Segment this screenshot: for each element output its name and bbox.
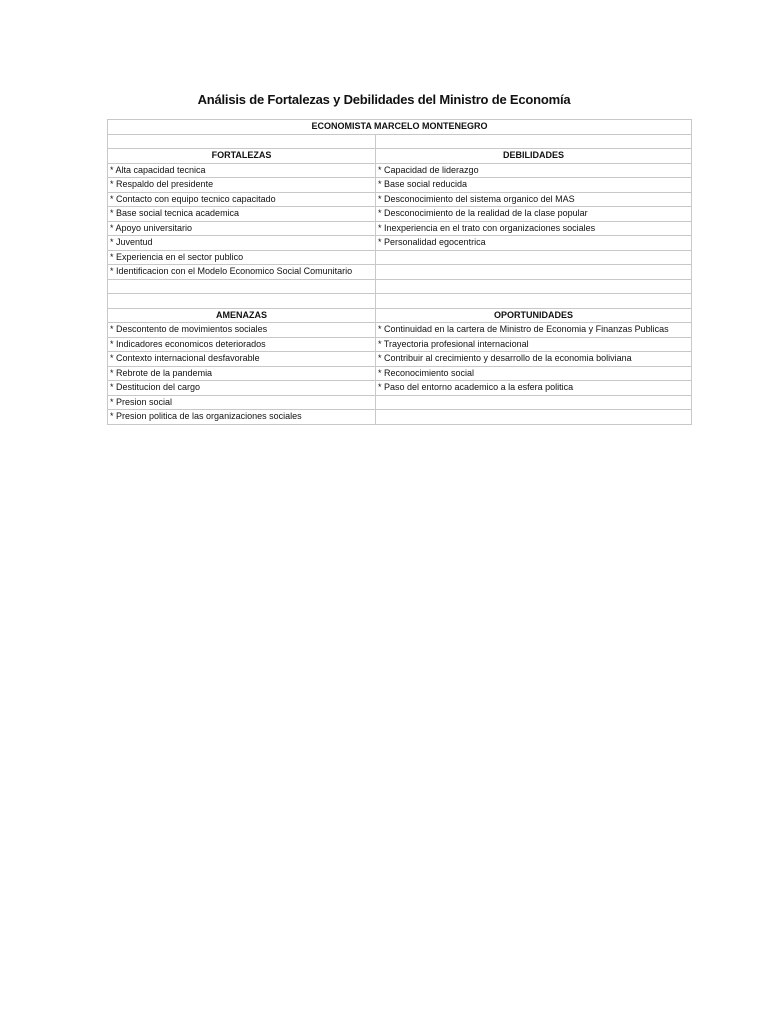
- amenaza-item: * Presion social: [108, 395, 376, 410]
- empty-cell: [376, 265, 692, 280]
- amenaza-item: * Presion politica de las organizaciones sociales: [108, 410, 376, 425]
- fortalezas-header: FORTALEZAS: [108, 149, 376, 164]
- table-row: [108, 250, 692, 265]
- fortaleza-item: * Respaldo del presidente: [108, 178, 376, 193]
- table-row: [108, 323, 692, 338]
- table-row: [108, 308, 692, 323]
- debilidad-item: * Base social reducida: [376, 178, 692, 193]
- table-row: [108, 149, 692, 164]
- table-row: [108, 352, 692, 367]
- table-row: [108, 163, 692, 178]
- table-row: [108, 120, 692, 135]
- table-row: [108, 265, 692, 280]
- fortaleza-item: * Alta capacidad tecnica: [108, 163, 376, 178]
- debilidad-item: * Capacidad de liderazgo: [376, 163, 692, 178]
- empty-cell: [376, 134, 692, 149]
- swot-table: [107, 119, 692, 425]
- amenaza-item: * Descontento de movimientos sociales: [108, 323, 376, 338]
- table-row: [108, 178, 692, 193]
- fortaleza-item: * Identificacion con el Modelo Economico Social Comunitario: [108, 265, 376, 280]
- page-title: Análisis de Fortalezas y Debilidades del Ministro de Economía: [197, 92, 571, 107]
- fortaleza-item: * Juventud: [108, 236, 376, 251]
- empty-cell: [376, 279, 692, 294]
- amenaza-item: * Destitucion del cargo: [108, 381, 376, 396]
- table-row: [108, 221, 692, 236]
- empty-cell: [376, 395, 692, 410]
- table-row: [108, 294, 692, 309]
- debilidad-item: * Inexperiencia en el trato con organizaciones sociales: [376, 221, 692, 236]
- oportunidad-item: * Continuidad en la cartera de Ministro de Economia y Finanzas Publicas: [376, 323, 692, 338]
- empty-cell: [376, 410, 692, 425]
- oportunidad-item: * Reconocimiento social: [376, 366, 692, 381]
- empty-cell: [376, 294, 692, 309]
- empty-cell: [108, 294, 376, 309]
- oportunidad-item: * Trayectoria profesional internacional: [376, 337, 692, 352]
- fortaleza-item: * Experiencia en el sector publico: [108, 250, 376, 265]
- table-row: [108, 134, 692, 149]
- table-row: [108, 366, 692, 381]
- table-row: [108, 395, 692, 410]
- table-row: [108, 279, 692, 294]
- empty-cell: [108, 134, 376, 149]
- table-row: [108, 207, 692, 222]
- fortaleza-item: * Contacto con equipo tecnico capacitado: [108, 192, 376, 207]
- empty-cell: [108, 279, 376, 294]
- subject-heading: ECONOMISTA MARCELO MONTENEGRO: [108, 120, 692, 135]
- debilidades-header: DEBILIDADES: [376, 149, 692, 164]
- amenaza-item: * Contexto internacional desfavorable: [108, 352, 376, 367]
- table-row: [108, 192, 692, 207]
- table-row: [108, 410, 692, 425]
- empty-cell: [376, 250, 692, 265]
- debilidad-item: * Desconocimiento del sistema organico del MAS: [376, 192, 692, 207]
- table-row: [108, 236, 692, 251]
- fortaleza-item: * Apoyo universitario: [108, 221, 376, 236]
- amenaza-item: * Indicadores economicos deteriorados: [108, 337, 376, 352]
- debilidad-item: * Personalidad egocentrica: [376, 236, 692, 251]
- oportunidades-header: OPORTUNIDADES: [376, 308, 692, 323]
- amenazas-header: AMENAZAS: [108, 308, 376, 323]
- oportunidad-item: * Paso del entorno academico a la esfera politica: [376, 381, 692, 396]
- fortaleza-item: * Base social tecnica academica: [108, 207, 376, 222]
- debilidad-item: * Desconocimiento de la realidad de la clase popular: [376, 207, 692, 222]
- oportunidad-item: * Contribuir al crecimiento y desarrollo de la economia boliviana: [376, 352, 692, 367]
- table-row: [108, 337, 692, 352]
- amenaza-item: * Rebrote de la pandemia: [108, 366, 376, 381]
- table-row: [108, 381, 692, 396]
